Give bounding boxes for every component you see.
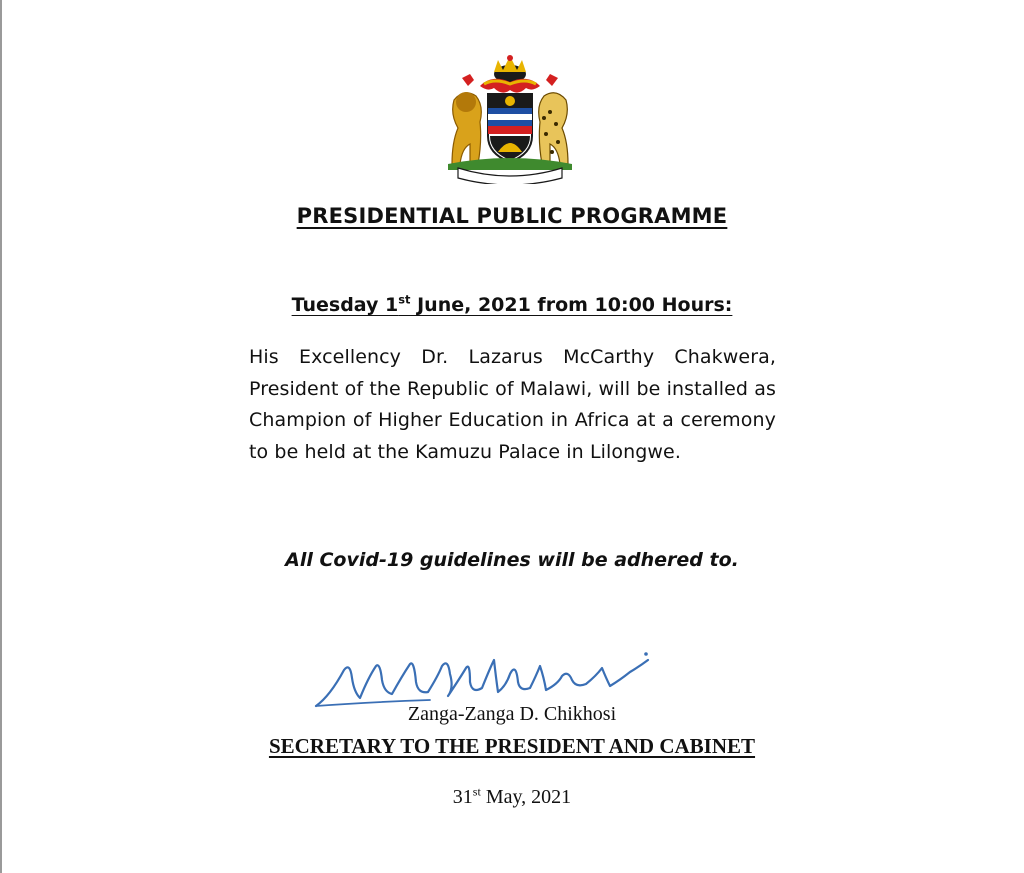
signatory-title: SECRETARY TO THE PRESIDENT AND CABINET bbox=[268, 734, 756, 758]
issue-date-day: 31 bbox=[452, 786, 473, 808]
event-date-heading bbox=[0, 294, 1024, 316]
covid-notice: All Covid-19 guidelines will be adhered to. bbox=[285, 549, 739, 571]
event-date-day: Tuesday 1 bbox=[291, 294, 399, 316]
coat-of-arms-icon bbox=[440, 52, 580, 184]
event-description: His Excellency Dr. Lazarus McCarthy Chakwera, President of the Republic of Malawi, will be installed as Champion of Higher Education in Africa at a ceremony to be held at the Kamuzu Palace in Lilongwe. bbox=[249, 346, 776, 463]
event-date-rest: June, 2021 from 10:00 Hours: bbox=[410, 294, 733, 316]
issue-date-ordinal: st bbox=[472, 784, 481, 799]
signatory-name: Zanga-Zanga D. Chikhosi bbox=[407, 703, 617, 725]
document-title: PRESIDENTIAL PUBLIC PROGRAMME bbox=[296, 204, 728, 228]
issue-date bbox=[0, 786, 1024, 809]
issue-date-rest: May, 2021 bbox=[480, 786, 572, 808]
event-date-ordinal: st bbox=[398, 292, 411, 307]
